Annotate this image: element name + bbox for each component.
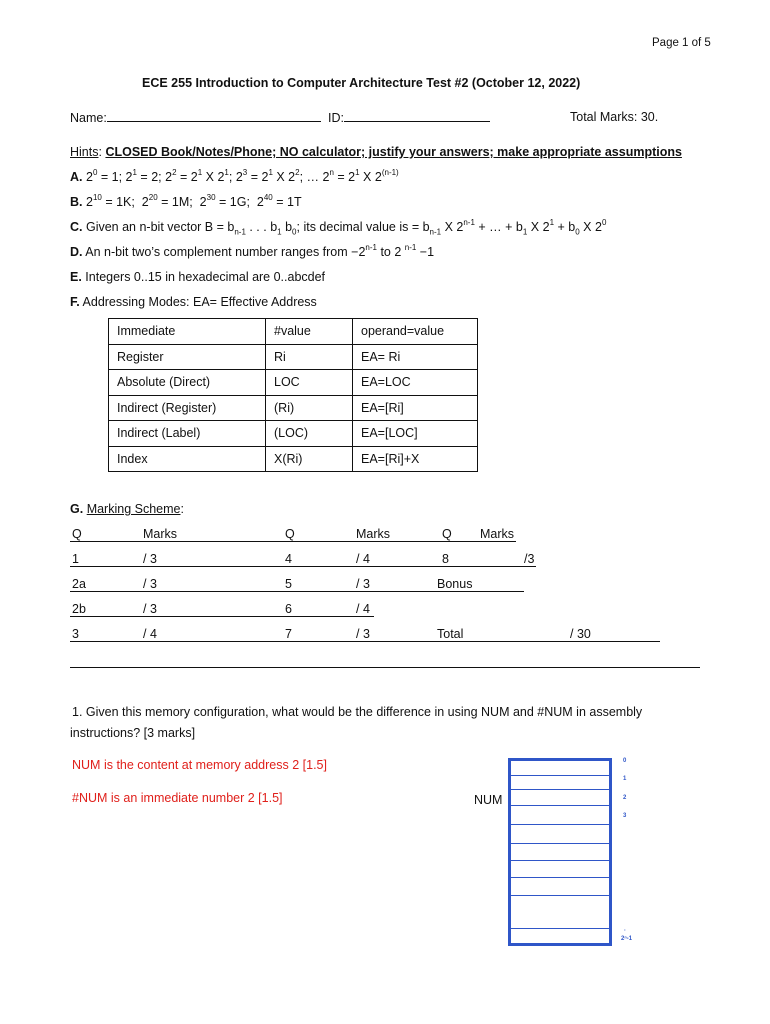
divider bbox=[70, 591, 524, 592]
syntax-cell: LOC bbox=[266, 370, 353, 396]
address-label: 0 bbox=[623, 758, 627, 764]
hints-label: Hints bbox=[70, 145, 99, 159]
marking-q: Bonus bbox=[437, 577, 473, 591]
marking-q: 8 bbox=[442, 552, 449, 566]
memory-cell-line bbox=[511, 775, 609, 776]
marking-score: / 4 bbox=[356, 552, 370, 566]
hint-b: B. $2^{10} = 1K$; $2^{20} = 1M$; $2^{30} = 1G$; $2^{40} = 1T$ bbox=[70, 193, 302, 209]
address-label-last: 2ⁿ-1 bbox=[621, 936, 633, 942]
total-marks: Total Marks: 30. bbox=[570, 110, 659, 124]
id-label: ID: bbox=[328, 111, 344, 125]
hint-a: A. $2^0 = 1$; $2^1 = 2$; $2^2 = 2^1$ X $2^1$; $2^3 = 2^1$ X $2^2$; … $2^n = 2^1$ X 2$^{(n-1)}$ bbox=[70, 168, 399, 184]
section-divider bbox=[70, 667, 700, 668]
answer-1: NUM is the content at memory address 2 [1.5] bbox=[72, 758, 327, 772]
divider bbox=[70, 541, 516, 542]
hints-line: Hints: CLOSED Book/Notes/Phone; NO calculator; justify your answers; make appropriate assumptions bbox=[70, 145, 682, 159]
id-blank[interactable] bbox=[344, 110, 490, 122]
memory-cell-line bbox=[511, 805, 609, 806]
address-label: 1 bbox=[623, 776, 627, 782]
address-label: 3 bbox=[623, 813, 627, 819]
divider bbox=[70, 641, 660, 642]
num-label: NUM bbox=[474, 793, 503, 807]
hint-f: F. Addressing Modes: EA= Effective Address bbox=[70, 295, 317, 309]
memory-cell-line bbox=[511, 824, 609, 825]
marking-q: 2b bbox=[72, 602, 86, 616]
memory-cell-line bbox=[511, 860, 609, 861]
name-label: Name: bbox=[70, 111, 107, 125]
syntax-cell: (LOC) bbox=[266, 421, 353, 447]
marking-score: / 3 bbox=[143, 552, 157, 566]
mode-cell: Indirect (Label) bbox=[109, 421, 266, 447]
marking-head-marks: Marks bbox=[480, 527, 515, 541]
memory-cell-line bbox=[511, 789, 609, 790]
syntax-cell: (Ri) bbox=[266, 395, 353, 421]
marking-q: 6 bbox=[285, 602, 292, 616]
table-row bbox=[109, 319, 478, 345]
marking-q: Total bbox=[437, 627, 464, 641]
marking-scheme-heading: G. Marking Scheme: bbox=[70, 502, 184, 516]
mode-cell: Indirect (Register) bbox=[109, 395, 266, 421]
question-1-text-cont: instructions? [3 marks] bbox=[70, 726, 196, 740]
table-row bbox=[109, 421, 478, 447]
syntax-cell: Ri bbox=[266, 344, 353, 370]
mode-cell: Absolute (Direct) bbox=[109, 370, 266, 396]
marking-score: / 3 bbox=[356, 627, 370, 641]
ea-cell: EA=[Ri]+X bbox=[353, 446, 478, 472]
marking-score: / 3 bbox=[356, 577, 370, 591]
id-field[interactable] bbox=[328, 110, 490, 125]
marking-score: / 4 bbox=[143, 627, 157, 641]
question-1-text: 1. Given this memory configuration, what would be the difference in using NUM and #NUM in assembly bbox=[72, 705, 643, 719]
table-row bbox=[109, 395, 478, 421]
hint-e: E. Integers 0..15 in hexadecimal are 0..abcdef bbox=[70, 270, 326, 284]
addressing-modes-table bbox=[108, 318, 478, 472]
table-row bbox=[109, 446, 478, 472]
ea-cell: EA=[LOC] bbox=[353, 421, 478, 447]
marking-q: 5 bbox=[285, 577, 292, 591]
marking-score: /3 bbox=[524, 552, 535, 566]
marking-head-q: Q bbox=[442, 527, 452, 541]
ea-cell: EA=[Ri] bbox=[353, 395, 478, 421]
page-title: ECE 255 Introduction to Computer Architecture Test #2 (October 12, 2022) bbox=[142, 76, 581, 90]
name-blank[interactable] bbox=[107, 110, 321, 122]
address-label: 2 bbox=[623, 795, 627, 801]
name-field[interactable] bbox=[70, 110, 321, 125]
memory-cell-line bbox=[511, 843, 609, 844]
hints-text: CLOSED Book/Notes/Phone; NO calculator; justify your answers; make appropriate assumptions bbox=[105, 145, 682, 159]
marking-q: 2a bbox=[72, 577, 86, 591]
divider bbox=[70, 616, 374, 617]
marking-score: / 4 bbox=[356, 602, 370, 616]
memory-diagram bbox=[508, 758, 612, 946]
syntax-cell: #value bbox=[266, 319, 353, 345]
address-label-dot: · bbox=[624, 928, 626, 934]
table-row bbox=[109, 370, 478, 396]
marking-q: 4 bbox=[285, 552, 292, 566]
marking-head-q: Q bbox=[72, 527, 82, 541]
ea-cell: EA=LOC bbox=[353, 370, 478, 396]
ea-cell: EA= Ri bbox=[353, 344, 478, 370]
hint-c: C. Given an n-bit vector $B = b_{n-1}$ . . . $b_1$ $b_0$; its decimal value is = $b_{n-1}$ X $2^{n-1}$ + … + $b_1$ X $2^1 + b_0$ X $2^0$ bbox=[70, 218, 607, 237]
ea-cell: operand=value bbox=[353, 319, 478, 345]
hint-d: D. An n-bit two’s complement number ranges from $-2^{n-1}$ to 2 $^{n-1}$ −1 bbox=[70, 243, 435, 259]
answer-2: #NUM is an immediate number 2 [1.5] bbox=[72, 791, 283, 805]
memory-cell-line bbox=[511, 877, 609, 878]
mode-cell: Immediate bbox=[109, 319, 266, 345]
table-row bbox=[109, 344, 478, 370]
marking-head-marks: Marks bbox=[143, 527, 178, 541]
divider bbox=[70, 566, 536, 567]
marking-q: 7 bbox=[285, 627, 292, 641]
memory-cell-line bbox=[511, 895, 609, 896]
mode-cell: Register bbox=[109, 344, 266, 370]
memory-cell-line bbox=[511, 928, 609, 929]
marking-q: 3 bbox=[72, 627, 79, 641]
marking-score: / 3 bbox=[143, 577, 157, 591]
mode-cell: Index bbox=[109, 446, 266, 472]
marking-head-marks: Marks bbox=[356, 527, 391, 541]
marking-head-q: Q bbox=[285, 527, 295, 541]
page-number: Page 1 of 5 bbox=[652, 37, 711, 49]
marking-score: / 3 bbox=[143, 602, 157, 616]
marking-score: / 30 bbox=[570, 627, 591, 641]
syntax-cell: X(Ri) bbox=[266, 446, 353, 472]
marking-q: 1 bbox=[72, 552, 79, 566]
